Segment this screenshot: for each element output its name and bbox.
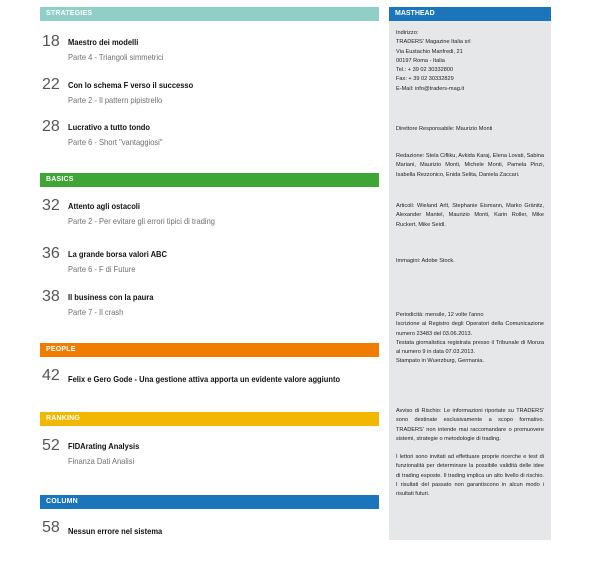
section-header: STRATEGIES bbox=[40, 7, 379, 21]
director-text: Direttore Responsabile: Maurizio Monti bbox=[396, 126, 493, 132]
article-title: Lucrativo a tutto tondo bbox=[68, 123, 151, 132]
section-header: COLUMN bbox=[40, 495, 379, 509]
masthead-articoli bbox=[396, 202, 544, 230]
page-number: 38 bbox=[42, 288, 60, 305]
masthead-immagini bbox=[396, 257, 544, 266]
page-number: 32 bbox=[42, 197, 60, 214]
iscrizione-text: Iscrizione al Registro degli Operatori della Comunicazione numero 23483 del 03.06.2013. bbox=[396, 321, 544, 337]
address-label: Indirizzo: bbox=[396, 30, 419, 36]
articoli-text: Articoli: Wieland Arlt, Stephanie Eismann, Marko Gränitz, Alexander Mantel, Maurizio Monti, Karin Roller, Mike Ruckert, Mike Seidl. bbox=[396, 203, 544, 228]
page-number: 42 bbox=[42, 367, 60, 384]
article-subtitle: Parte 7 - Il crash bbox=[68, 308, 124, 317]
section-header: PEOPLE bbox=[40, 343, 379, 357]
company-name: TRADERS' Magazine Italia srl bbox=[396, 39, 471, 46]
email[interactable]: E-Mail: info@traders-mag.it bbox=[396, 85, 465, 92]
page-number: 58 bbox=[42, 519, 60, 536]
article-subtitle: Parte 6 - F di Future bbox=[68, 265, 136, 274]
page-number: 22 bbox=[42, 76, 60, 93]
city: 00197 Roma - Italia bbox=[396, 57, 445, 64]
article-subtitle: Finanza Dati Analisi bbox=[68, 457, 135, 466]
page-number: 18 bbox=[42, 33, 60, 50]
page-number: 52 bbox=[42, 437, 60, 454]
section-column bbox=[40, 495, 379, 536]
page-number: 36 bbox=[42, 245, 60, 262]
article-title: FIDArating Analysis bbox=[68, 442, 140, 451]
lettori-text: I lettori sono invitati ad effettuare proprie ricerche e test di funzionalità per determinare la possibile validità delle idee di trading esposte. Il trading implica un alto livello di rischio. I risultati del passato non garantiscono in alcun modo i risultati futuri. bbox=[396, 454, 544, 498]
telephone: Tel.: + 39 02 30332800 bbox=[396, 67, 454, 74]
article-title: Maestro dei modelli bbox=[68, 38, 139, 47]
section-people bbox=[40, 343, 379, 384]
article-title: Felix e Gero Gode - Una gestione attiva apporta un evidente valore aggiunto bbox=[68, 375, 341, 384]
section-header: BASICS bbox=[40, 173, 379, 187]
spacer bbox=[396, 444, 544, 453]
article-title: Il business con la paura bbox=[68, 293, 154, 302]
section-basics bbox=[40, 173, 379, 317]
article-subtitle: Parte 6 - Short "vantaggiosi" bbox=[68, 138, 163, 147]
redazione-text: Redazione: Stela Cifliku, Avkida Karaj, Elena Lovati, Sabina Mariani, Maurizio Monti, Michele Monti, Pamela Pinzi, Isabella Rezzonico, Enida Selita, Daniela Zaccari. bbox=[396, 153, 544, 178]
section-header: RANKING bbox=[40, 412, 379, 426]
immagini-text: Immagini: Adobe Stock. bbox=[396, 258, 455, 264]
fax: Fax: + 39 02 30332829 bbox=[396, 76, 454, 83]
masthead-risk bbox=[396, 407, 544, 500]
masthead-redazione bbox=[396, 152, 544, 180]
article-title: La grande borsa valori ABC bbox=[68, 250, 167, 259]
article-title: Nessun errore nel sistema bbox=[68, 527, 163, 536]
article-subtitle: Parte 2 - Il pattern pipistrello bbox=[68, 96, 163, 105]
masthead-title: MASTHEAD bbox=[389, 7, 551, 21]
periodicita-text: Periodicità: mensile, 12 volte l'anno bbox=[396, 312, 484, 318]
masthead-legal bbox=[396, 311, 544, 367]
masthead-panel bbox=[389, 7, 551, 540]
article-title: Attento agli ostacoli bbox=[68, 202, 140, 211]
page-number: 28 bbox=[42, 118, 60, 135]
masthead-address bbox=[396, 29, 544, 94]
street: Via Eustachio Manfredi, 21 bbox=[396, 48, 463, 55]
masthead-director bbox=[396, 125, 544, 134]
stampato-text: Stampato in Wuerzburg, Germania. bbox=[396, 358, 484, 365]
article-subtitle: Parte 4 - Triangoli simmetrici bbox=[68, 53, 164, 62]
article-title: Con lo schema F verso il successo bbox=[68, 81, 194, 90]
section-strategies bbox=[40, 7, 379, 147]
article-subtitle: Parte 2 - Per evitare gli errori tipici di trading bbox=[68, 217, 215, 226]
testata-text: Testata giornalistica registrata presso il Tribunale di Monza al numero 9 in data 07.03.2013. bbox=[396, 339, 544, 356]
section-ranking bbox=[40, 412, 379, 466]
rischio-text: Avviso di Rischio: Le informazioni riportate su TRADERS' sono destinate esclusivamente a scopo formativo. TRADERS' non intende mai raccomandare o promuovere sistemi, strategie o metodologie di trading. bbox=[396, 408, 544, 442]
